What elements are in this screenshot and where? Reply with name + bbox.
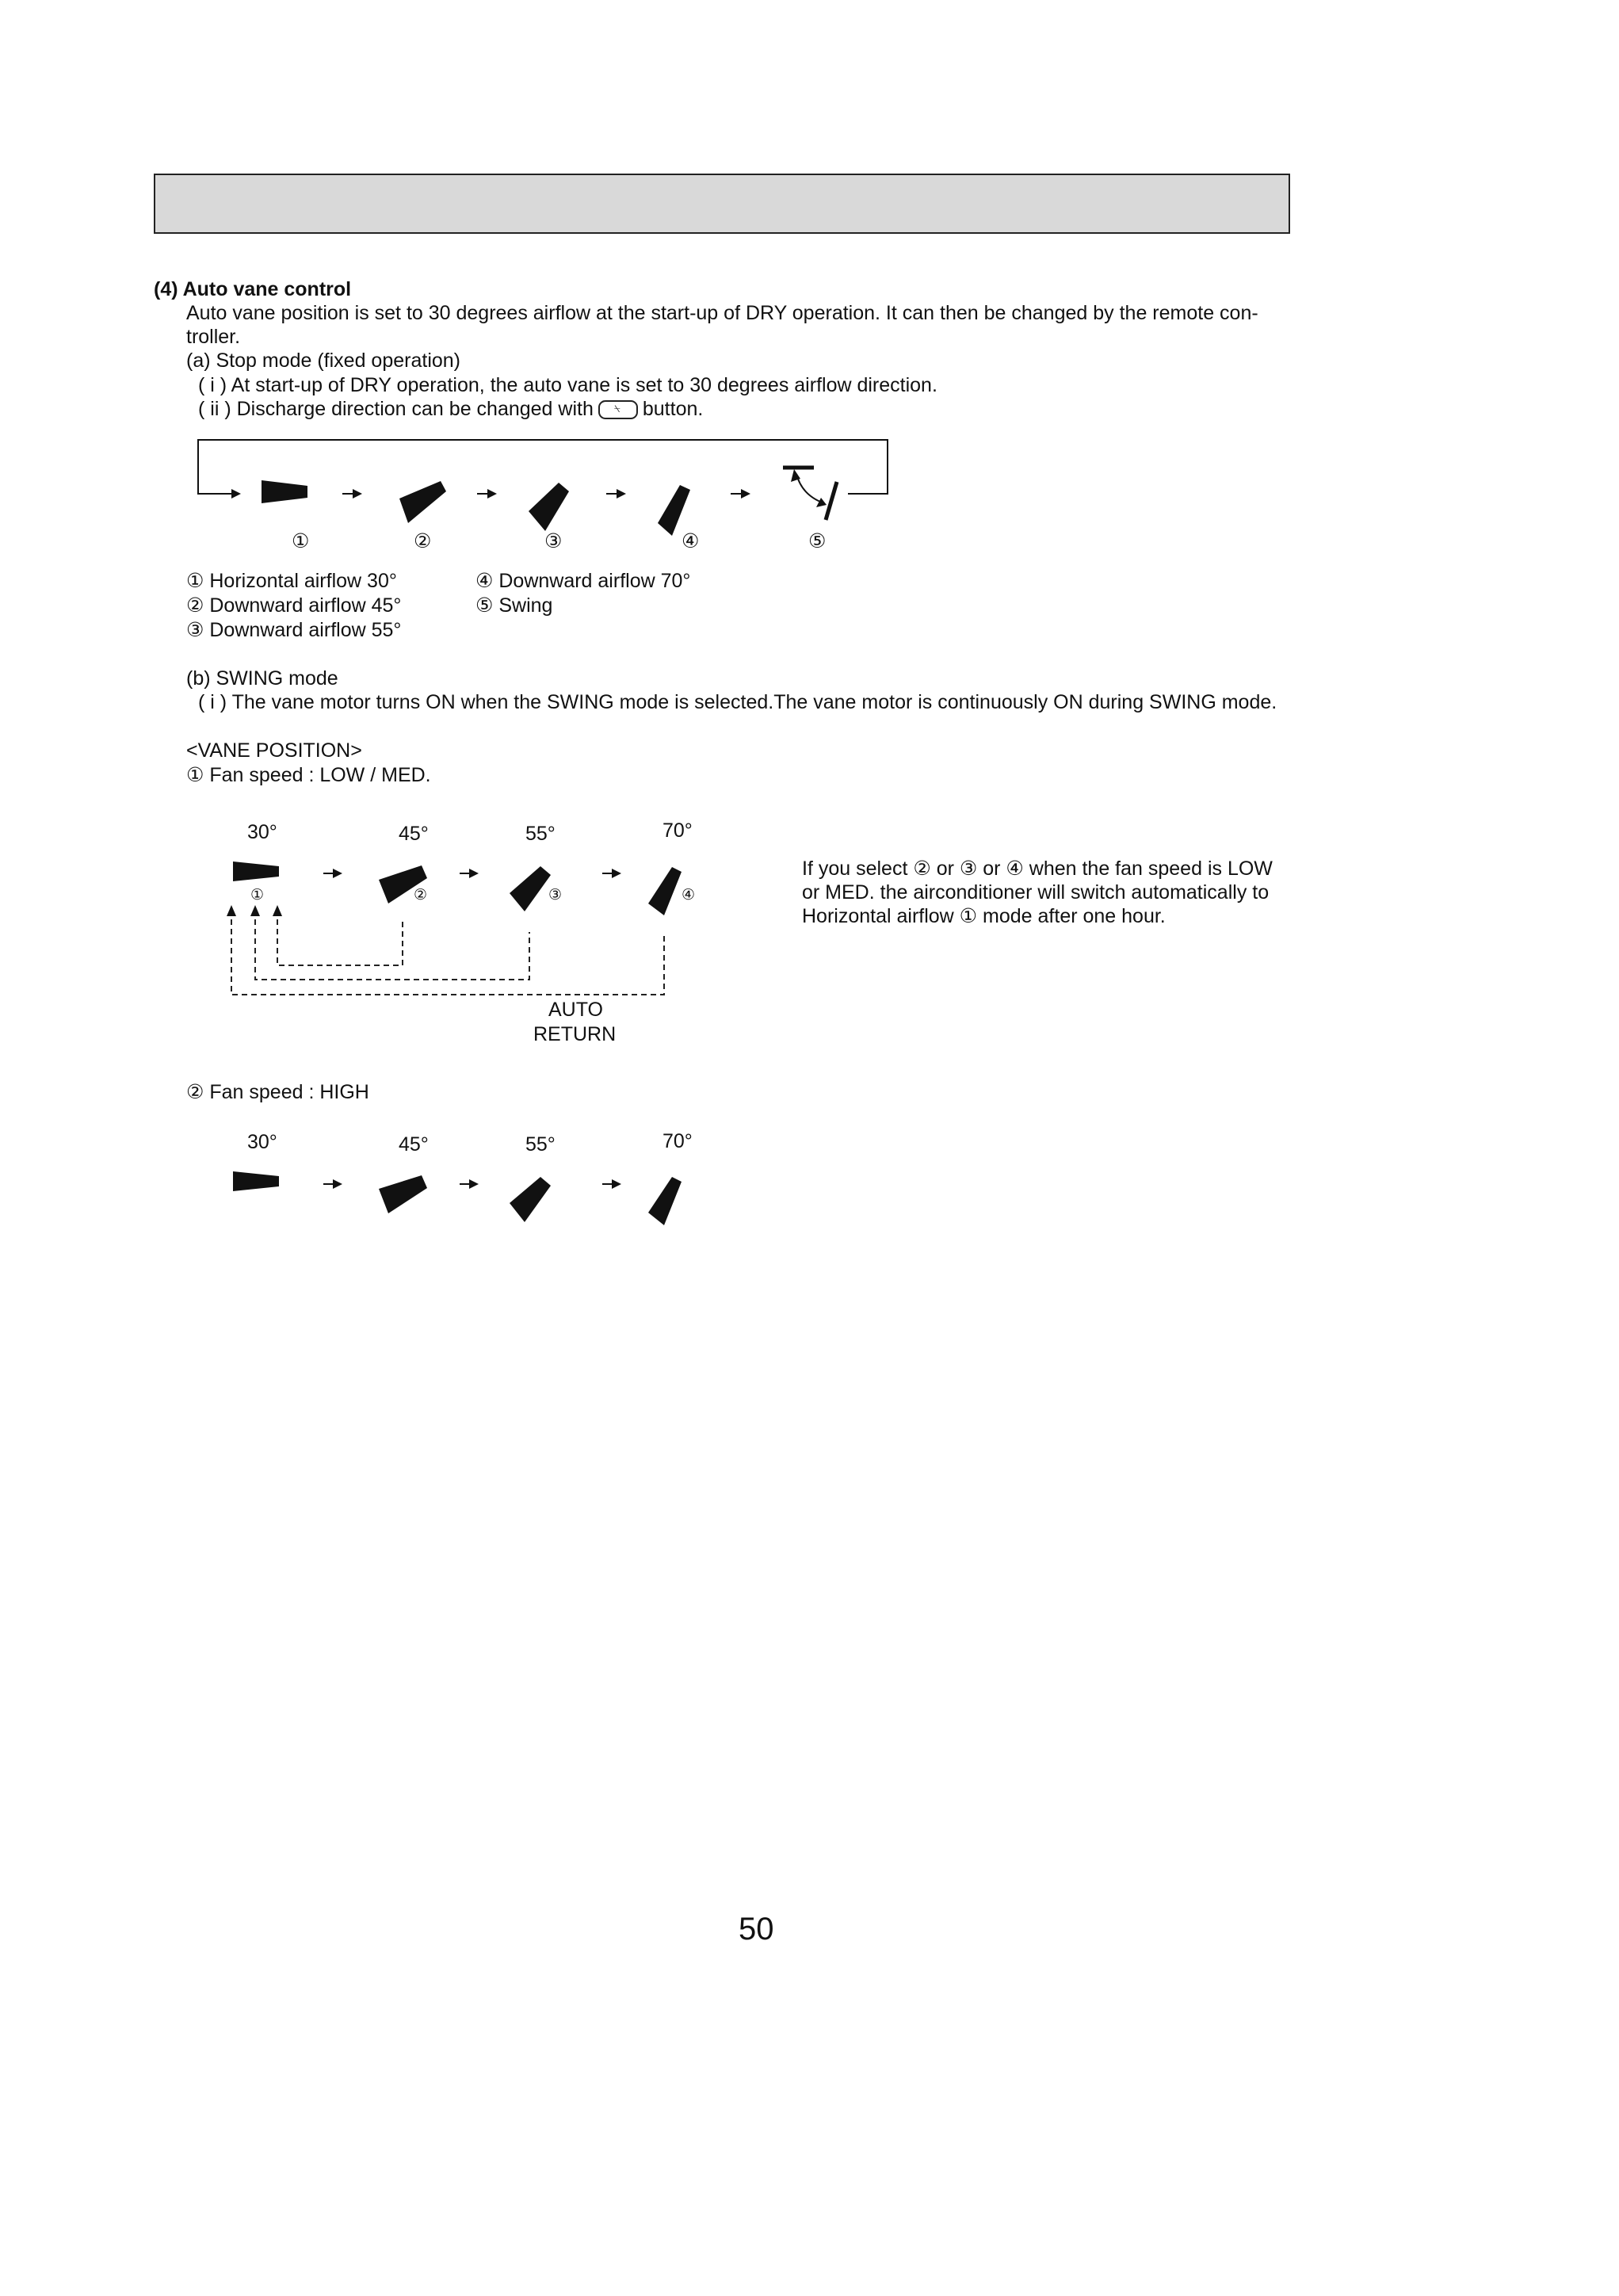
legend-item: ③ Downward airflow 55° <box>186 619 402 641</box>
vane-70-icon <box>648 1177 682 1225</box>
cycle-marker-3: ③ <box>544 529 563 552</box>
vane-horizontal-icon <box>233 1171 279 1191</box>
page-number: 50 <box>739 1912 774 1946</box>
cycle-marker-2: ② <box>414 529 432 552</box>
stop-mode-heading: (a) Stop mode (fixed operation) <box>186 350 461 372</box>
arrowhead-icon <box>469 1179 479 1189</box>
angle-label-45: 45° <box>399 823 429 845</box>
auto-return-label-line-2: RETURN <box>533 1023 617 1045</box>
swing-item-i: ( i ) The vane motor turns ON when the SWING mode is selected.The vane motor is continuously ON during SWING mode. <box>198 691 1277 713</box>
auto-return-label: AUTO <box>548 999 603 1021</box>
angle-label-55: 55° <box>525 1133 556 1156</box>
swing-heading: (b) SWING mode <box>186 667 338 690</box>
small-marker-1: ① <box>250 886 265 904</box>
small-marker-2: ② <box>414 886 428 904</box>
fan-speed-high-label: ② Fan speed : HIGH <box>186 1081 369 1103</box>
legend-item: ④ Downward airflow 70° <box>475 570 691 592</box>
legend-item: ① Horizontal airflow 30° <box>186 570 397 592</box>
cycle-marker-5: ⑤ <box>808 529 827 552</box>
stop-mode-item-ii-text: ( ii ) Discharge direction can be changed with <box>198 398 594 420</box>
cycle-marker-1: ① <box>292 529 310 552</box>
small-marker-3: ③ <box>548 886 563 904</box>
vane-button-icon: ⍀ <box>598 400 638 419</box>
fan-speed-low-med-label: ① Fan speed : LOW / MED. <box>186 764 431 786</box>
legend-item: ⑤ Swing <box>475 594 553 617</box>
arrowhead-icon <box>612 1179 621 1189</box>
angle-label-70: 70° <box>662 819 693 842</box>
stop-mode-item-ii-suffix: button. <box>642 398 704 420</box>
auto-return-note-line-1: If you select ② or ③ or ④ when the fan speed is LOW <box>802 858 1273 880</box>
intro-line-2: troller. <box>186 326 241 348</box>
vane-position-heading: <VANE POSITION> <box>186 739 362 762</box>
angle-label-30: 30° <box>247 1131 277 1153</box>
small-marker-4: ④ <box>682 886 696 904</box>
auto-return-note-line-2: or MED. the airconditioner will switch automatically to <box>802 881 1270 904</box>
section-title: (4) Auto vane control <box>154 278 352 300</box>
vane-45-icon <box>379 1175 427 1213</box>
angle-label-70: 70° <box>662 1130 693 1152</box>
cycle-marker-4: ④ <box>682 529 700 552</box>
legend-item: ② Downward airflow 45° <box>186 594 402 617</box>
angle-label-30: 30° <box>247 821 277 843</box>
intro-line-1: Auto vane position is set to 30 degrees airflow at the start-up of DRY operation. It can then be changed by the remote con- <box>186 302 1258 324</box>
vane-55-icon <box>510 1177 551 1222</box>
arrowhead-icon <box>333 1179 342 1189</box>
auto-return-note-line-3: Horizontal airflow ① mode after one hour. <box>802 905 1166 927</box>
angle-label-45: 45° <box>399 1133 429 1156</box>
stop-mode-item-i: ( i ) At start-up of DRY operation, the auto vane is set to 30 degrees airflow direction. <box>198 374 937 396</box>
angle-label-55: 55° <box>525 823 556 845</box>
